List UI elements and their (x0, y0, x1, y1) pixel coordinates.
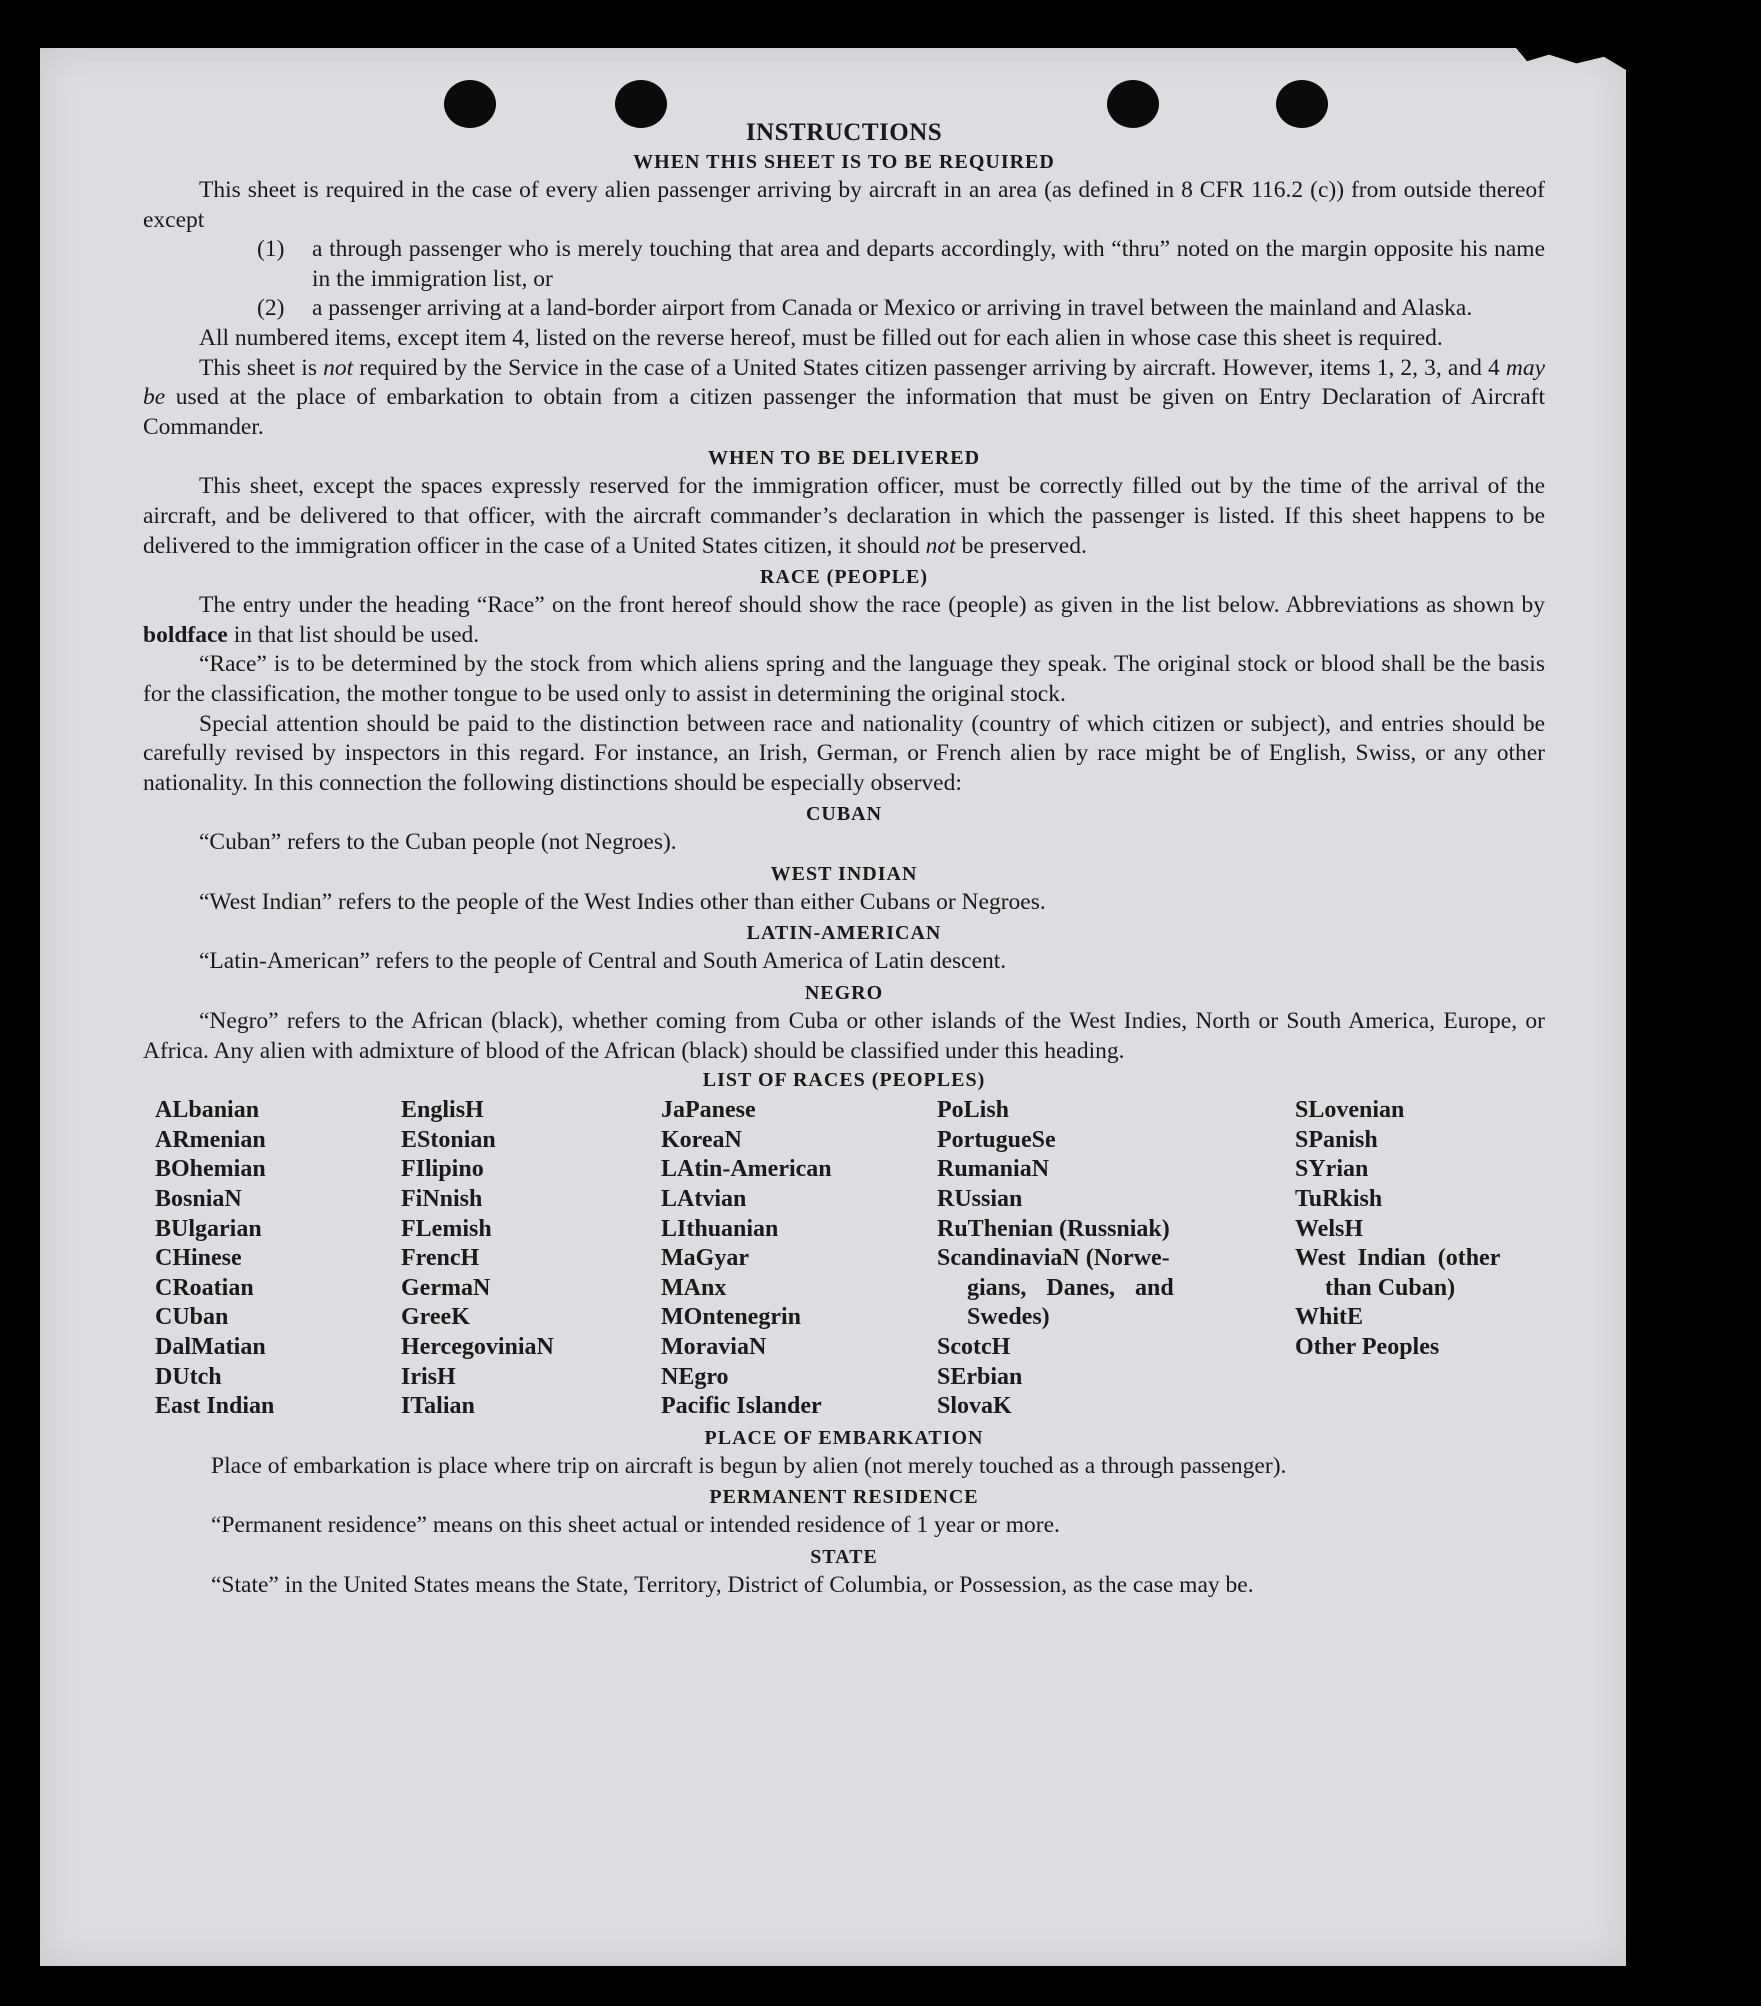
embarkation-paragraph: Place of embarkation is place where trip on aircraft is begun by alien (not merely touched as a through passenger). (211, 1452, 1287, 1479)
exception-item (143, 235, 1545, 294)
section-heading-cuban: CUBAN (805, 803, 883, 826)
race-entry: SPanish (1295, 1126, 1378, 1153)
race-entry: BosniaN (155, 1186, 242, 1213)
race-entry: LIthuanian (661, 1215, 779, 1242)
race-entry: East Indian (155, 1393, 275, 1420)
race-column (937, 1096, 1295, 1422)
race-entry: BOhemian (155, 1156, 266, 1183)
instructions-content (143, 118, 1545, 1601)
italic-not: not (925, 532, 956, 559)
numbered-items-paragraph: All numbered items, except item 4, listed on the reverse hereof, must be filled out for each alien in whose case this sheet is required. (199, 324, 1443, 351)
text-span: in that list should be used. (227, 621, 480, 648)
text-span: This sheet, except the spaces expressly reserved for the immigration officer, must be correctly filled out by the time of the arrival of the aircraft, and be delivered to that officer, with the aircraft commander’s declaration in which the passenger is listed. If this sheet happens to be delivered to the immigration officer in the case of a United States citizen, it should (143, 473, 1545, 559)
section-heading-race: RACE (PEOPLE) (760, 566, 928, 589)
race-entry: ScandinaviaN (Norwe- (937, 1245, 1170, 1272)
race-entry: ALbanian (155, 1097, 260, 1124)
text-span: be preserved. (955, 532, 1087, 559)
race-entry: WhitE (1295, 1304, 1364, 1331)
section-heading-when-required: WHEN THIS SHEET IS TO BE REQUIRED (633, 151, 1055, 173)
race-entry: LAtin-American (661, 1156, 832, 1183)
race-entry: CUban (155, 1304, 229, 1331)
race-entry: MaGyar (661, 1245, 749, 1272)
cuban-paragraph: “Cuban” refers to the Cuban people (not Negroes). (199, 829, 677, 856)
race-entry: MAnx (661, 1274, 727, 1301)
race-entry: SYrian (1295, 1156, 1369, 1183)
race-entry: MOntenegrin (661, 1304, 801, 1331)
race-entry: BUlgarian (155, 1215, 262, 1242)
race-paragraph-2: “Race” is to be determined by the stock from which aliens spring and the language they speak. The original stock or blood shall be the basis for the classification, the mother tongue to be used only to assist in determining the original stock. (143, 651, 1545, 707)
race-entry: PoLish (937, 1097, 1010, 1124)
section-heading-state: STATE (810, 1545, 878, 1568)
race-entry: JaPanese (661, 1097, 756, 1124)
race-entry: Pacific Islander (661, 1393, 822, 1420)
item-number: (2) (257, 295, 285, 322)
race-entry: CRoatian (155, 1274, 254, 1301)
residence-paragraph: “Permanent residence” means on this sheet actual or intended residence of 1 year or more. (211, 1512, 1060, 1539)
exception-item (143, 294, 1545, 324)
race-entry: ITalian (401, 1393, 475, 1420)
race-entry: SlovaK (937, 1393, 1012, 1420)
race-entry: SErbian (937, 1363, 1023, 1390)
race-entry: PortugueSe (937, 1126, 1056, 1153)
race-entry: West Indian (other (1295, 1245, 1501, 1272)
race-entry: RumaniaN (937, 1156, 1050, 1183)
race-group (1295, 1096, 1557, 1244)
text-span: The entry under the heading “Race” on the front hereof should show the race (people) as given in the list below. Abbreviations as shown by (199, 592, 1545, 619)
race-entry: EStonian (401, 1126, 496, 1153)
text-span: required by the Service in the case of a United States citizen passenger arriving by aircraft. However, items 1, 2, 3, and 4 (353, 354, 1506, 381)
race-entry: SLovenian (1295, 1097, 1405, 1124)
item-text: a through passenger who is merely touching that area and departs accordingly, with “thru” noted on the margin opposite his name in the immigration list, or (312, 236, 1545, 292)
section-heading-west-indian: WEST INDIAN (770, 862, 918, 885)
race-entry: IrisH (401, 1363, 456, 1390)
race-entry: DalMatian (155, 1334, 266, 1360)
west-indian-paragraph: “West Indian” refers to the people of the West Indies other than either Cubans or Negroes. (199, 888, 1046, 915)
race-entry: FIlipino (401, 1156, 484, 1183)
latin-american-paragraph: “Latin-American” refers to the people of Central and South America of Latin descent. (199, 948, 1007, 975)
citizen-paragraph (143, 354, 1545, 443)
item-number: (1) (257, 236, 285, 263)
race-entry: DUtch (155, 1363, 222, 1390)
race-entry: GreeK (401, 1304, 470, 1331)
section-heading-when-delivered: WHEN TO BE DELIVERED (707, 447, 981, 470)
section-heading-embarkation: PLACE OF EMBARKATION (704, 1426, 984, 1449)
text-span: used at the place of embarkation to obtain from a citizen passenger the information that must be given on Entry Declaration of Aircraft Commander. (143, 384, 1545, 440)
race-entry: LAtvian (661, 1186, 747, 1213)
race-entry: RUssian (937, 1186, 1023, 1213)
race-entry: EnglisH (401, 1097, 484, 1124)
race-list-table (155, 1096, 1545, 1422)
when-delivered-paragraph (143, 472, 1545, 561)
race-paragraph-1 (143, 591, 1545, 650)
race-entry: KoreaN (661, 1126, 742, 1153)
torn-corner (1516, 48, 1626, 70)
when-required-intro: This sheet is required in the case of every alien passenger arriving by aircraft in an area (as defined in 8 CFR 116.2 (c)) from outside thereof except (143, 177, 1545, 233)
race-column (401, 1096, 661, 1422)
section-heading-list-of-races: LIST OF RACES (PEOPLES) (702, 1069, 986, 1092)
section-heading-negro: NEGRO (804, 982, 884, 1005)
text-span: This sheet is (199, 354, 324, 381)
state-paragraph: “State” in the United States means the State, Territory, District of Columbia, or Possession, as the case may be. (211, 1571, 1254, 1598)
race-paragraph-3: Special attention should be paid to the distinction between race and nationality (country of which citizen or subject), and entries should be carefully revised by inspectors in this regard. For instance, an Irish, German, or French alien by race might be of English, Swiss, or any other nationality. In this connection the following distinctions should be especially observed: (143, 710, 1545, 796)
race-entry: RuThenian (Russniak) (937, 1215, 1170, 1242)
item-text: a passenger arriving at a land-border airport from Canada or Mexico or arriving in travel between the mainland and Alaska. (312, 295, 1473, 322)
document-page (40, 48, 1626, 1966)
race-entry: HercegoviniaN (401, 1334, 554, 1360)
race-entry: TuRkish (1295, 1186, 1383, 1213)
race-column (661, 1096, 937, 1422)
italic-not: not (323, 354, 354, 381)
section-heading-latin-american: LATIN-AMERICAN (746, 922, 942, 945)
race-group (937, 1333, 1295, 1422)
section-heading-permanent-residence: PERMANENT RESIDENCE (709, 1486, 979, 1509)
race-group (1295, 1303, 1557, 1362)
race-entry: FiNnish (401, 1186, 483, 1213)
race-entry: NEgro (661, 1363, 729, 1390)
negro-paragraph: “Negro” refers to the African (black), whether coming from Cuba or other islands of the West Indies, North or South America, Europe, or Africa. Any alien with admixture of blood of the African (black) should be classified under this heading. (143, 1008, 1545, 1064)
page-title: INSTRUCTIONS (745, 119, 943, 146)
race-entry: FLemish (401, 1215, 492, 1242)
race-entry: CHinese (155, 1245, 242, 1272)
race-entry: GermaN (401, 1274, 491, 1301)
race-entry-continued: Swedes) (967, 1304, 1050, 1331)
race-entry: Other Peoples (1295, 1334, 1440, 1360)
race-group (937, 1096, 1295, 1244)
race-entry: FrencH (401, 1245, 480, 1272)
race-entry: WelsH (1295, 1215, 1364, 1242)
bold-boldface: boldface (143, 621, 228, 648)
race-column (1295, 1096, 1557, 1422)
race-entry: ARmenian (155, 1126, 266, 1153)
italic-may-be: may be (143, 354, 1545, 411)
race-entry: MoraviaN (661, 1334, 767, 1360)
race-entry-continued: than Cuban) (1325, 1274, 1456, 1301)
race-entry-continued: gians, Danes, and (967, 1274, 1174, 1301)
race-entry: ScotcH (937, 1334, 1011, 1360)
race-column (155, 1096, 401, 1422)
